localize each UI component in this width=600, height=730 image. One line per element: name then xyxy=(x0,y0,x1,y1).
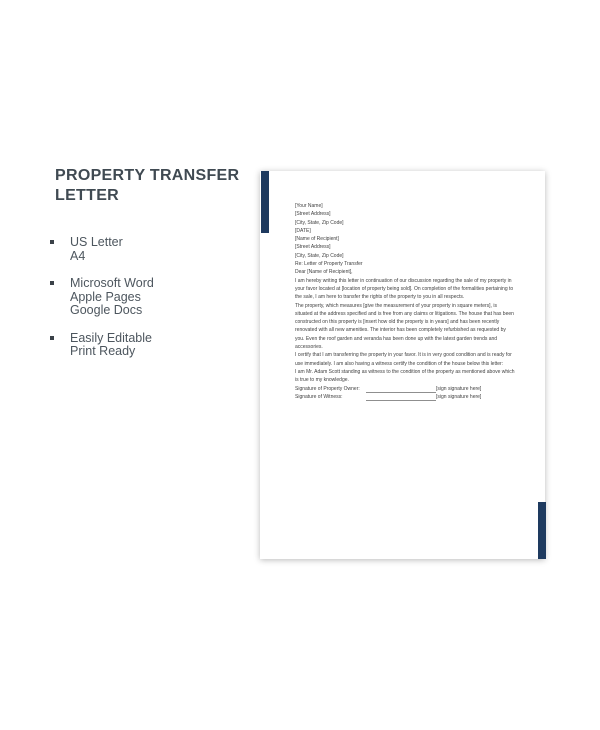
salutation-line: Dear [Name of Recipient], xyxy=(295,269,353,276)
feature-line: Easily Editable xyxy=(70,330,152,345)
page-title: PROPERTY TRANSFER LETTER xyxy=(55,167,240,204)
feature-file-formats xyxy=(55,277,245,318)
signature-witness-hint: [sign signature here] xyxy=(436,393,482,400)
bullet-square-icon xyxy=(50,240,54,244)
feature-line: Print Ready xyxy=(70,344,136,358)
bullet-square-icon xyxy=(50,336,54,340)
letter-paragraph: I am hereby writing this letter in continuation of our discussion regarding the sale of my property in your favor located at [location of property being sold]. On completion of the formalities pertaining to the sale, I am here to transfer the rights of the property to you in all respects. xyxy=(295,277,514,301)
recipient-address-block xyxy=(295,235,515,260)
letter-body xyxy=(295,202,515,401)
sender-name: [Your Name] xyxy=(295,203,323,209)
feature-list xyxy=(55,236,245,359)
feature-line: Google Docs xyxy=(70,303,143,317)
feature-line: A4 xyxy=(70,248,86,263)
recipient-street: [Street Address] xyxy=(295,244,331,251)
subject-line: Re: Letter of Property Transfer xyxy=(295,261,363,268)
signature-owner-hint: [sign signature here] xyxy=(436,385,482,392)
signature-owner-label: Signature of Property Owner: xyxy=(295,385,360,392)
signature-witness-label: Signature of Witness: xyxy=(295,393,343,400)
recipient-name: [Name of Recipient] xyxy=(295,236,339,243)
letter-paragraph: The property, which measures [give the measurement of your property in square meters], is situated at the address specified and is free from any claims or litigations. The house that has been constructed on this property is [insert how old the property is in years] and has been recently renovated with all new amenities. The interior has been completely refurbished as requested by you. Even the roof garden and veranda has been done up with the latest garden trends and accessories. xyxy=(295,302,514,351)
signature-row-witness xyxy=(295,393,515,401)
feature-line: US Letter xyxy=(70,235,123,249)
feature-editability xyxy=(55,332,245,359)
feature-line: Apple Pages xyxy=(70,289,141,304)
sender-street: [Street Address] xyxy=(295,211,331,218)
bullet-square-icon xyxy=(50,281,54,285)
template-info-panel xyxy=(55,166,245,373)
date-line: [DATE] xyxy=(295,227,311,234)
signature-line xyxy=(366,385,436,393)
letter-paragraph: I certify that I am transferring the property in your favor. It is in very good condition and is ready for use immediately. I am also having a witness certify the condition of the house below this letter: xyxy=(295,352,512,367)
feature-page-sizes xyxy=(55,236,245,263)
sender-city: [City, State, Zip Code] xyxy=(295,219,344,226)
accent-bar-top-left xyxy=(261,171,269,233)
letter-document-preview[interactable] xyxy=(260,171,545,559)
letter-paragraph: I am Mr. Adam Scott standing as witness to the condition of the property as mentioned above which is true to my knowledge. xyxy=(295,368,515,384)
signature-row-owner xyxy=(295,385,515,393)
recipient-city: [City, State, Zip Code] xyxy=(295,252,344,259)
accent-bar-bottom-right xyxy=(538,502,546,559)
signature-line xyxy=(366,393,436,401)
sender-address-block xyxy=(295,202,515,227)
feature-line: Microsoft Word xyxy=(70,276,154,290)
